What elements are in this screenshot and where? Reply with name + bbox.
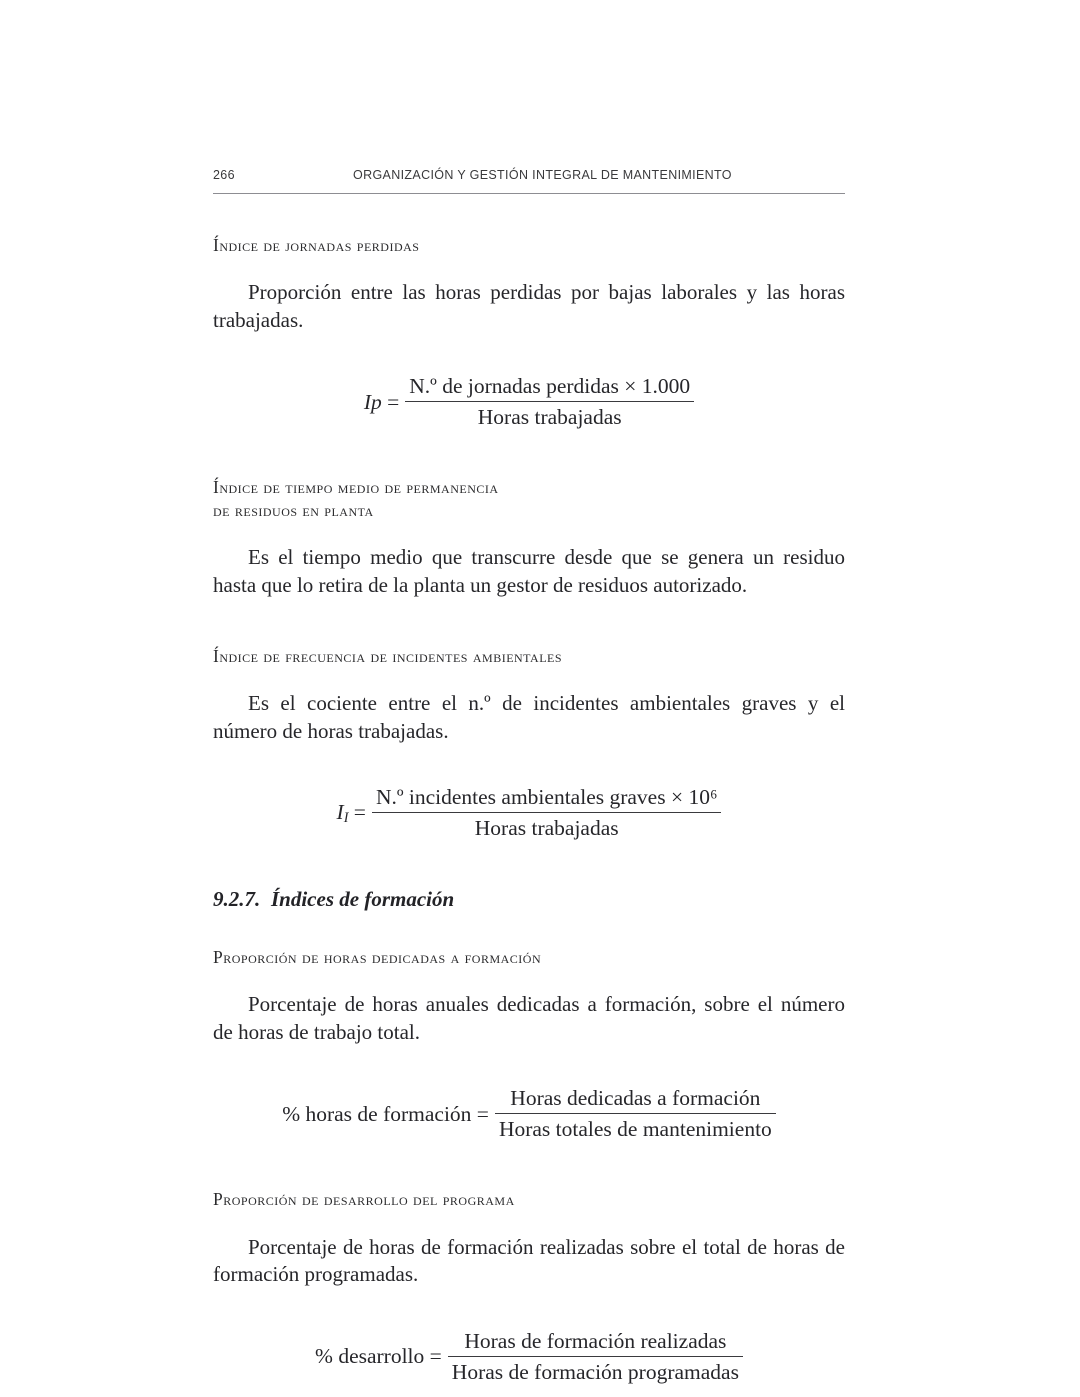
fraction-denominator: Horas trabajadas: [372, 812, 722, 841]
section-title-927: [213, 887, 845, 912]
paragraph-frecuencia-incidentes: Es el cociente entre el n.º de incidentes ambientales graves y el número de horas trabajadas.: [213, 691, 845, 743]
running-title: ORGANIZACIÓN Y GESTIÓN INTEGRAL DE MANTENIMIENTO: [353, 168, 732, 182]
fraction-denominator: Horas trabajadas: [405, 401, 694, 430]
formula-subscript-i: I: [343, 809, 349, 826]
formula-lhs: % horas de formación =: [282, 1101, 489, 1126]
fraction: [495, 1086, 776, 1142]
paragraph-proporcion-desarrollo-programa: Porcentaje de horas de formación realizadas sobre el total de horas de formación programadas.: [213, 1234, 845, 1287]
formula-symbol-ip: Ip: [363, 389, 382, 414]
fraction-numerator: Horas de formación realizadas: [464, 1328, 727, 1353]
formula-porcentaje-horas-formacion: [213, 1086, 845, 1142]
formula-lhs: [337, 800, 372, 827]
heading-indice-jornadas-perdidas: Índice de jornadas perdidas: [213, 235, 420, 255]
page-content: [213, 168, 845, 1385]
heading-proporcion-desarrollo-programa: Proporción de desarrollo del programa: [213, 1189, 515, 1210]
paragraph-jornadas-perdidas: Proporción entre las horas perdidas por bajas laborales y las horas trabajadas.: [213, 280, 845, 332]
formula-lhs: % desarrollo =: [315, 1344, 442, 1369]
fraction-numerator: Horas dedicadas a formación: [510, 1086, 761, 1111]
formula-porcentaje-desarrollo: [213, 1329, 845, 1385]
section-number: 9.2.7.: [213, 887, 261, 912]
heading-tiempo-medio-permanencia-line2: de residuos en planta: [213, 500, 374, 521]
formula-indice-frecuencia-incidentes: [213, 785, 845, 841]
formula-equals: =: [353, 799, 366, 824]
section-title-text: Índices de formación: [271, 887, 455, 912]
page-number: 266: [213, 168, 235, 182]
heading-proporcion-horas-formacion: Proporción de horas dedicadas a formación: [213, 947, 542, 968]
fraction: [372, 785, 722, 841]
paragraph-tiempo-medio-permanencia: Es el tiempo medio que transcurre desde que se genera un residuo hasta que lo retira de la planta un gestor de residuos autorizado.: [213, 545, 845, 597]
fraction-numerator: N.º incidentes ambientales graves × 10⁶: [375, 785, 718, 810]
formula-symbol-i: I: [336, 799, 344, 824]
heading-tiempo-medio-permanencia-line1: Índice de tiempo medio de permanencia: [213, 477, 499, 498]
fraction-denominator: Horas de formación programadas: [448, 1356, 743, 1385]
formula-equals: =: [387, 389, 400, 414]
fraction: [448, 1329, 743, 1385]
formula-lhs: [364, 390, 405, 415]
formula-indice-jornadas-perdidas: [213, 374, 845, 430]
running-head: [213, 168, 845, 186]
heading-frecuencia-incidentes-ambientales: Índice de frecuencia de incidentes ambientales: [213, 646, 563, 667]
paragraph-proporcion-horas-formacion: Porcentaje de horas anuales dedicadas a formación, sobre el número de horas de trabajo total.: [213, 992, 845, 1044]
fraction-denominator: Horas totales de mantenimiento: [495, 1113, 776, 1142]
fraction: [405, 374, 694, 430]
fraction-numerator: N.º de jornadas perdidas × 1.000: [409, 374, 691, 399]
